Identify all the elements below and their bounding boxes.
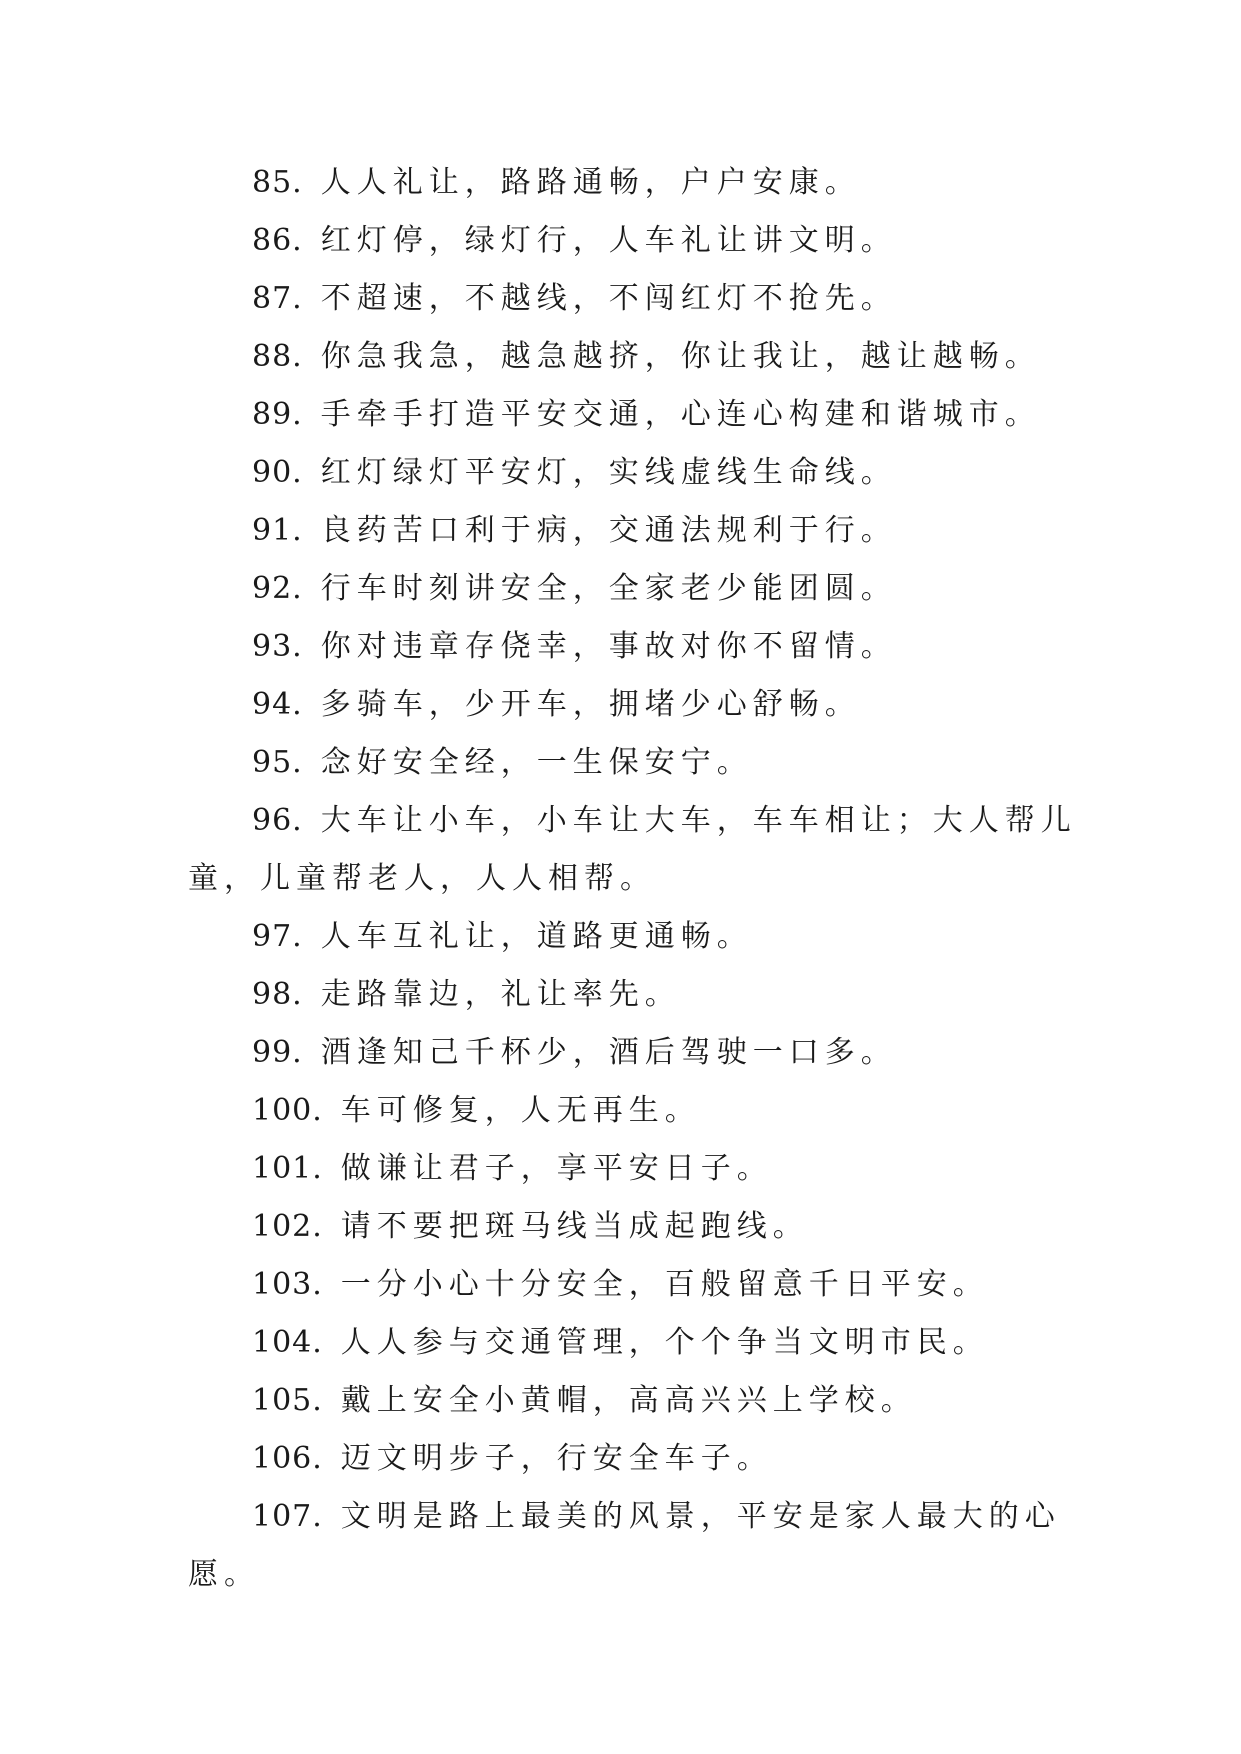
list-item — [188, 1198, 1078, 1256]
item-text: 人车互礼让，道路更通畅。 — [320, 919, 753, 954]
item-text: 做谦让君子，享平安日子。 — [340, 1151, 773, 1186]
item-text: 你对违章存侥幸，事故对你不留情。 — [320, 629, 897, 664]
item-text: 文明是路上最美的风景，平安是家人最大的心愿。 — [188, 1499, 1061, 1592]
item-text: 良药苦口利于病，交通法规利于行。 — [320, 513, 897, 548]
list-item — [188, 502, 1078, 560]
list-item — [188, 734, 1078, 792]
list-item — [188, 1140, 1078, 1198]
list-item — [188, 560, 1078, 618]
item-number: 103. — [252, 1267, 323, 1302]
item-text: 车可修复，人无再生。 — [340, 1093, 701, 1128]
item-text: 戴上安全小黄帽，高高兴兴上学校。 — [340, 1383, 917, 1418]
item-number: 94. — [252, 687, 303, 722]
item-number: 104. — [252, 1325, 323, 1360]
list-item — [188, 1430, 1078, 1488]
item-text: 红灯停，绿灯行，人车礼让讲文明。 — [320, 223, 897, 258]
item-text: 你急我急，越急越挤，你让我让，越让越畅。 — [320, 339, 1041, 374]
item-number: 87. — [252, 281, 303, 316]
item-text: 人人礼让，路路通畅，户户安康。 — [320, 165, 861, 200]
item-text: 念好安全经，一生保安宁。 — [320, 745, 753, 780]
item-number: 95. — [252, 745, 303, 780]
list-item — [188, 908, 1078, 966]
list-item — [188, 1488, 1078, 1604]
item-text: 大车让小车，小车让大车，车车相让；大人帮儿童，儿童帮老人，人人相帮。 — [188, 803, 1077, 896]
item-number: 91. — [252, 513, 303, 548]
item-number: 86. — [252, 223, 303, 258]
list-item — [188, 154, 1078, 212]
list-item — [188, 1024, 1078, 1082]
item-number: 89. — [252, 397, 303, 432]
item-text: 不超速，不越线，不闯红灯不抢先。 — [320, 281, 897, 316]
item-number: 90. — [252, 455, 303, 490]
item-number: 96. — [252, 803, 303, 838]
list-item — [188, 792, 1078, 908]
item-text: 迈文明步子，行安全车子。 — [340, 1441, 773, 1476]
item-text: 走路靠边，礼让率先。 — [320, 977, 681, 1012]
list-item — [188, 676, 1078, 734]
item-number: 98. — [252, 977, 303, 1012]
item-text: 手牵手打造平安交通，心连心构建和谐城市。 — [320, 397, 1041, 432]
item-text: 多骑车，少开车，拥堵少心舒畅。 — [320, 687, 861, 722]
item-text: 请不要把斑马线当成起跑线。 — [340, 1209, 809, 1244]
item-number: 99. — [252, 1035, 303, 1070]
item-number: 92. — [252, 571, 303, 606]
list-item — [188, 212, 1078, 270]
list-item — [188, 966, 1078, 1024]
item-number: 100. — [252, 1093, 323, 1128]
item-text: 人人参与交通管理，个个争当文明市民。 — [340, 1325, 989, 1360]
list-item — [188, 386, 1078, 444]
item-number: 105. — [252, 1383, 323, 1418]
item-text: 一分小心十分安全，百般留意千日平安。 — [340, 1267, 989, 1302]
list-item — [188, 270, 1078, 328]
item-number: 85. — [252, 165, 303, 200]
list-item — [188, 1372, 1078, 1430]
item-number: 102. — [252, 1209, 323, 1244]
list-item — [188, 328, 1078, 386]
item-number: 88. — [252, 339, 303, 374]
item-number: 106. — [252, 1441, 323, 1476]
list-item — [188, 444, 1078, 502]
item-number: 107. — [252, 1499, 323, 1534]
item-number: 97. — [252, 919, 303, 954]
item-text: 行车时刻讲安全，全家老少能团圆。 — [320, 571, 897, 606]
item-text: 红灯绿灯平安灯，实线虚线生命线。 — [320, 455, 897, 490]
item-number: 93. — [252, 629, 303, 664]
list-item — [188, 618, 1078, 676]
item-text: 酒逢知己千杯少，酒后驾驶一口多。 — [320, 1035, 897, 1070]
list-item — [188, 1082, 1078, 1140]
slogan-list — [188, 154, 1078, 1604]
item-number: 101. — [252, 1151, 323, 1186]
list-item — [188, 1314, 1078, 1372]
list-item — [188, 1256, 1078, 1314]
